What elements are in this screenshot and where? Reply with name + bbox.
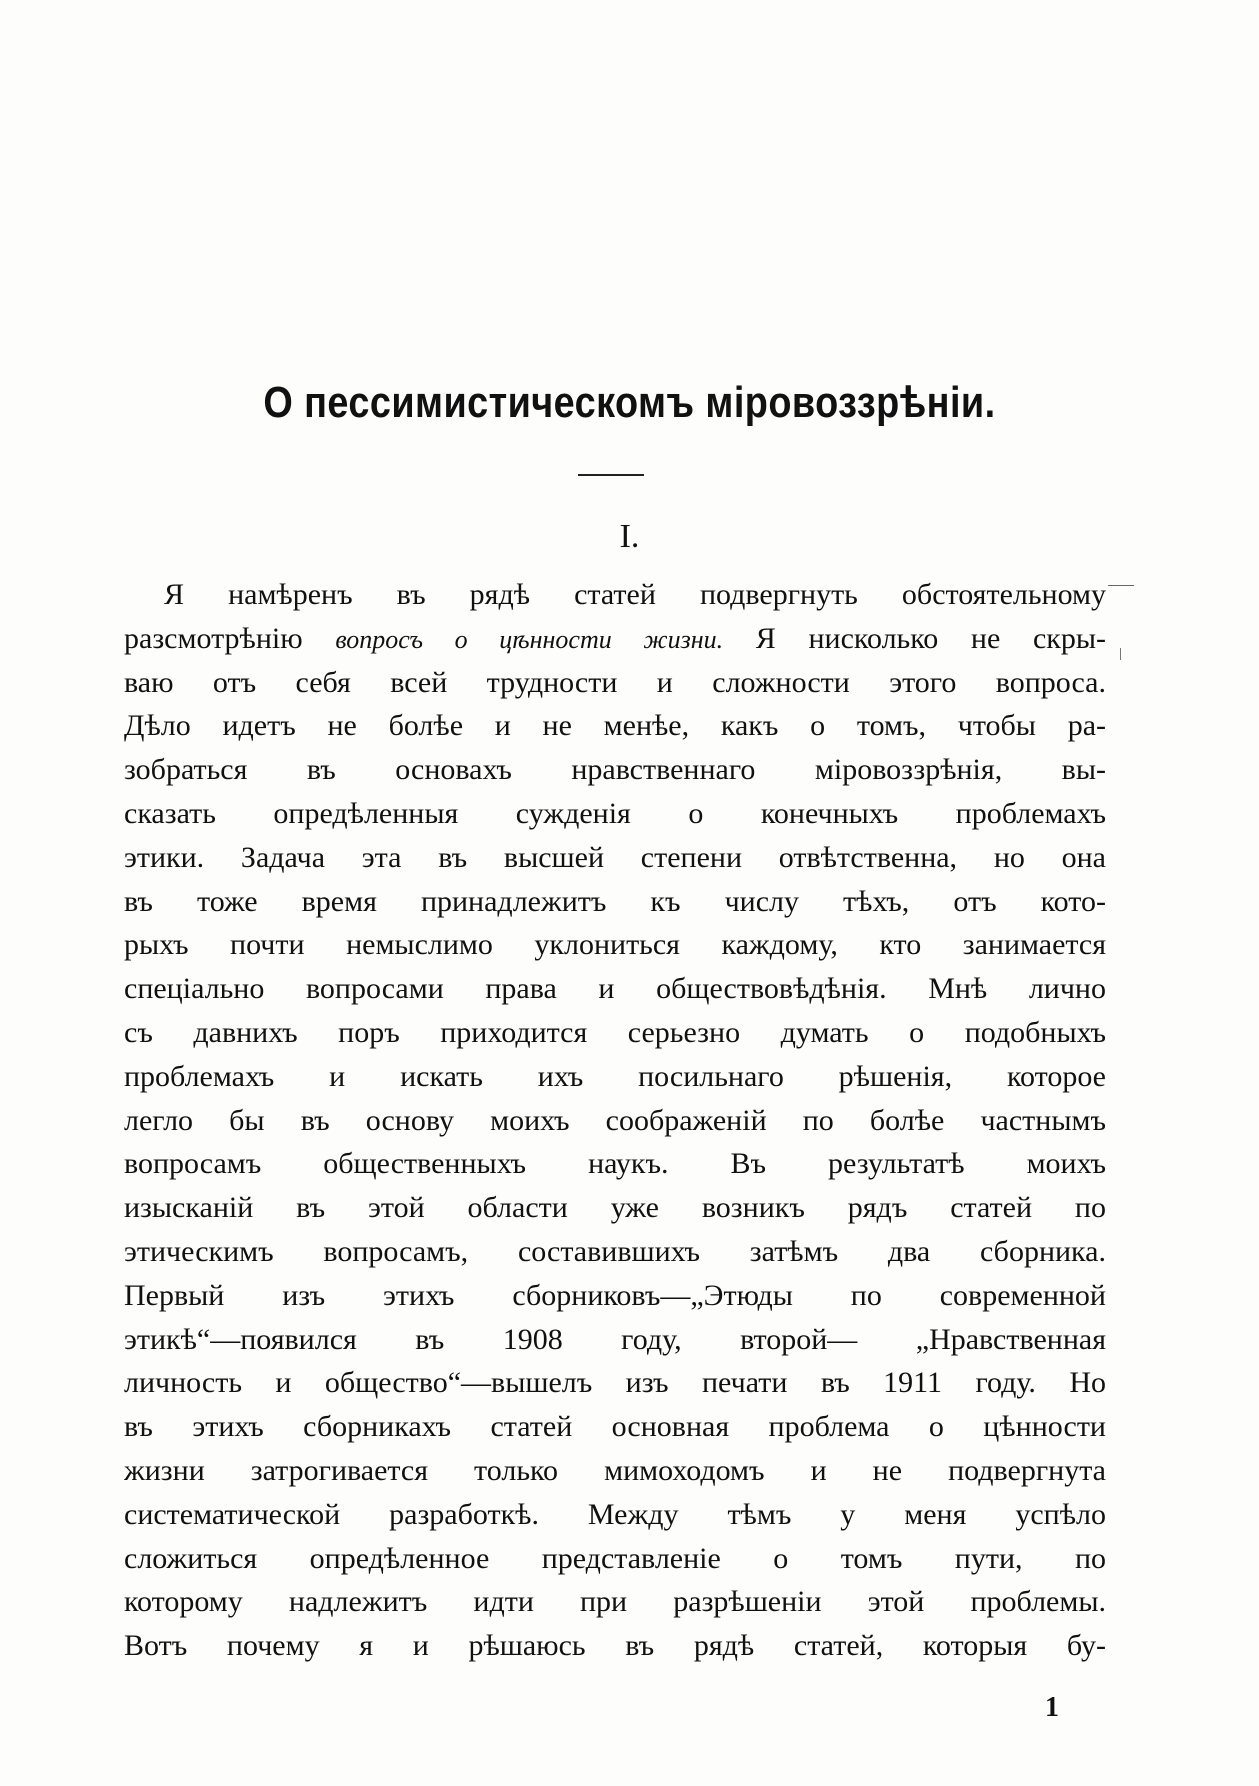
margin-mark — [1120, 648, 1121, 660]
text-line: въ этихъ сборникахъ статей основная проблема о цѣнности — [124, 1410, 1106, 1444]
text-line: Я намѣренъ въ рядѣ статей подвергнуть обстоятельному — [164, 578, 1106, 611]
text-line: вопросамъ общественныхъ наукъ. Въ результатѣ моихъ — [124, 1147, 1106, 1181]
text-segment: разсмотрѣнію — [124, 621, 336, 655]
text-line: проблемахъ и искать ихъ посильнаго рѣшенія, которое — [124, 1059, 1106, 1093]
text-segment: Я нисколько не скры- — [723, 621, 1106, 655]
page-number: 1 — [1045, 1692, 1059, 1723]
text-line: этики. Задача эта въ высшей степени отвѣтственна, но она — [124, 840, 1106, 874]
text-line: спеціально вопросами права и обществовѣдѣнія. Мнѣ лично — [124, 972, 1106, 1006]
text-line: жизни затрогивается только мимоходомъ и не подвергнута — [124, 1453, 1106, 1487]
section-number: I. — [619, 518, 640, 555]
margin-mark — [1108, 585, 1134, 586]
text-line: ваю отъ себя всей трудности и сложности этого вопроса. — [124, 665, 1106, 699]
text-line: Вотъ почему я и рѣшаюсь въ рядѣ статей, которыя бу- — [124, 1629, 1106, 1663]
text-line: Дѣло идетъ не болѣе и не менѣе, какъ о томъ, чтобы ра- — [124, 709, 1106, 743]
text-line: этическимъ вопросамъ, составившихъ затѣмъ два сборника. — [124, 1234, 1106, 1268]
text-line — [124, 617, 1106, 661]
text-line: сказать опредѣленныя сужденія о конечныхъ проблемахъ — [124, 796, 1106, 830]
text-line: сложиться опредѣленное представленіе о томъ пути, по — [124, 1541, 1106, 1575]
text-line: зобраться въ основахъ нравственнаго міровоззрѣнія, вы- — [124, 753, 1106, 787]
title-divider — [578, 474, 644, 476]
text-line: легло бы въ основу моихъ соображеній по болѣе частнымъ — [124, 1103, 1106, 1137]
text-line: съ давнихъ поръ приходится серьезно думать о подобныхъ — [124, 1015, 1106, 1049]
chapter-title: О пессимистическомъ міровоззрѣніи. — [263, 378, 996, 427]
italic-phrase: вопросъ о цѣнности жизни. — [335, 624, 724, 654]
text-line: рыхъ почти немыслимо уклониться каждому, кто занимается — [124, 928, 1106, 962]
text-line: въ тоже время принадлежитъ къ числу тѣхъ, отъ кото- — [124, 884, 1106, 918]
text-line: личность и общество“—вышелъ изъ печати въ 1911 году. Но — [124, 1366, 1106, 1400]
text-line: систематической разработкѣ. Между тѣмъ у меня успѣло — [124, 1497, 1106, 1531]
text-line: изысканій въ этой области уже возникъ рядъ статей по — [124, 1191, 1106, 1225]
body-paragraph — [124, 573, 1106, 1668]
text-line: которому надлежитъ идти при разрѣшеніи этой проблемы. — [124, 1585, 1106, 1619]
text-line: Первый изъ этихъ сборниковъ—„Этюды по современной — [124, 1278, 1106, 1312]
text-line: этикѣ“—появился въ 1908 году, второй— „Нравственная — [124, 1322, 1106, 1356]
